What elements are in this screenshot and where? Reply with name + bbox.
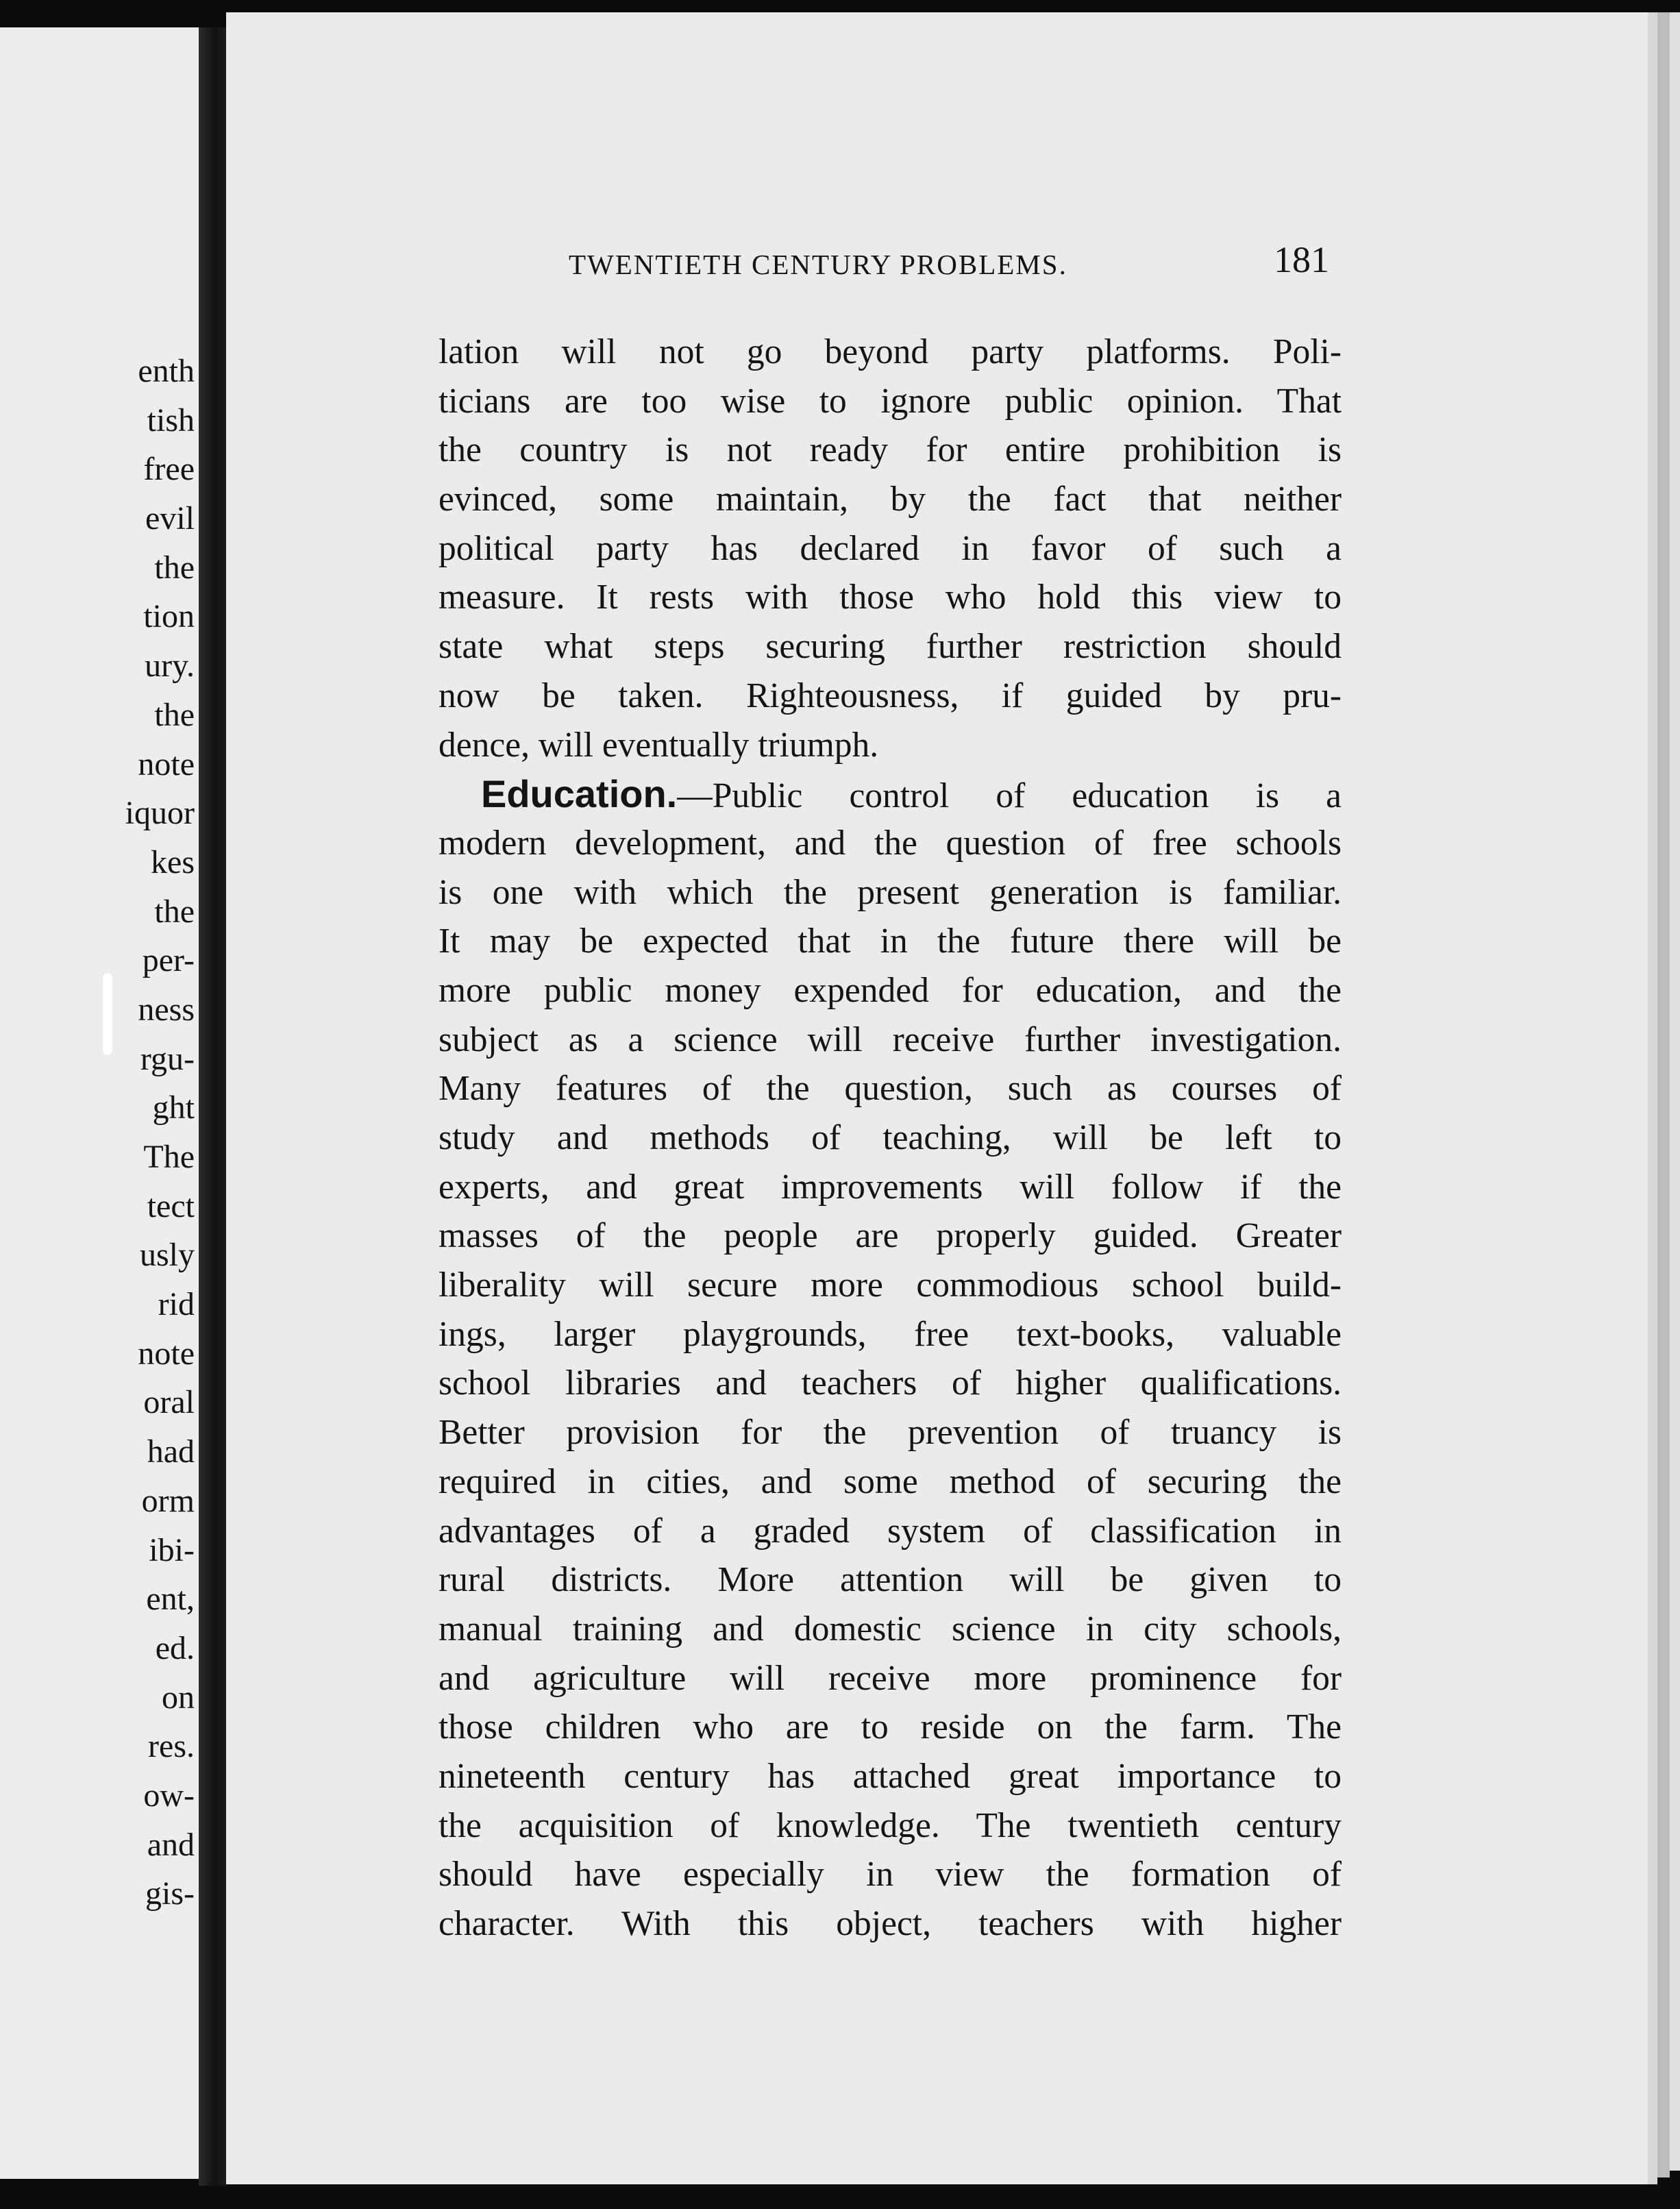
previous-page-line: oral [143,1384,195,1421]
previous-page-line: the [154,893,195,930]
previous-page-line: tish [147,402,195,439]
running-head [569,238,1329,286]
text-line: those children who are to reside on the farm. The [438,1707,1342,1747]
previous-page-line: had [147,1433,195,1470]
paragraph-education [438,819,1342,1949]
text-line: masses of the people are properly guided. Greater [438,1216,1342,1256]
text-line: measure. It rests with those who hold this view to [438,578,1342,617]
page-edge [1657,12,1670,2177]
body-text [438,328,1342,1949]
text-line: Better provision for the prevention of truancy is [438,1413,1342,1453]
heading-line-text: —Public control of education is a [677,776,1342,816]
text-line: experts, and great improvements will follow if the [438,1167,1342,1207]
previous-page-line: usly [139,1237,195,1274]
text-line: ings, larger playgrounds, free text-books, valuable [438,1314,1342,1354]
previous-page-line: enth [138,353,195,389]
previous-page-line-ends [125,347,195,1918]
previous-page-line: ibi- [149,1531,195,1568]
text-line: ticians are too wise to ignore public opinion. That [438,381,1342,421]
section-heading: Education. [481,772,678,816]
previous-page-line: rid [158,1286,195,1323]
previous-page-line: ent, [146,1581,195,1618]
book-gutter [199,27,226,2186]
previous-page-line: rgu- [140,1040,195,1077]
text-line: school libraries and teachers of higher qualifications. [438,1363,1342,1403]
text-line: the acquisition of knowledge. The twentieth century [438,1805,1342,1845]
previous-page-line: gis- [145,1875,195,1912]
previous-page-line: note [138,745,195,782]
previous-page-line: per- [142,942,195,979]
previous-page-line: and [147,1826,195,1863]
previous-page-line: ght [152,1089,195,1126]
text-line: study and methods of teaching, will be left to [438,1118,1342,1157]
previous-page-line: the [154,549,195,586]
text-line: rural districts. More attention will be given to [438,1560,1342,1600]
text-line: evinced, some maintain, by the fact that neither [438,480,1342,519]
previous-page-line: free [143,451,195,488]
text-line: It may be expected that in the future there will be [438,922,1342,961]
text-line: more public money expended for education, and the [438,970,1342,1010]
previous-page-line: the [154,696,195,733]
text-line: character. With this object, teachers with higher [438,1904,1342,1943]
previous-page-line: res. [148,1728,195,1765]
previous-page-line: tion [143,598,195,635]
text-line: state what steps securing further restriction should [438,627,1342,667]
page-edge [1670,12,1680,2171]
previous-page-line: ury. [145,647,195,684]
text-line: and agriculture will receive more prominence for [438,1658,1342,1698]
previous-page-line: The [143,1139,195,1175]
text-line: nineteenth century has attached great importance to [438,1756,1342,1796]
previous-page-line: orm [141,1482,195,1519]
previous-page-line: ness [138,991,195,1028]
text-line: political party has declared in favor of such a [438,528,1342,568]
page-edge [1648,12,1657,2184]
previous-page-line: iquor [125,795,195,832]
education-heading-line [438,769,1342,819]
page-number: 181 [1274,239,1329,280]
text-line: liberality will secure more commodious school build- [438,1266,1342,1305]
text-line: the country is not ready for entire prohibition is [438,430,1342,470]
previous-page-line: on [162,1679,195,1716]
running-title: TWENTIETH CENTURY PROBLEMS. [569,249,1067,280]
paragraph-prohibition [438,328,1342,721]
previous-page-line: ed. [155,1629,195,1666]
text-line: should have especially in view the formation of [438,1855,1342,1895]
text-line: is one with which the present generation is familiar. [438,872,1342,912]
previous-page-line: tect [147,1187,195,1224]
text-line: manual training and domestic science in city schools, [438,1609,1342,1649]
text-line: now be taken. Righteousness, if guided by pru- [438,676,1342,715]
paragraph-end-line: dence, will eventually triumph. [438,725,879,765]
text-line: modern development, and the question of free schools [438,823,1342,863]
previous-page-fragment [0,27,200,2179]
text-line: subject as a science will receive further investigation. [438,1020,1342,1059]
scan-blemish [103,973,112,1055]
previous-page-line: note [138,1335,195,1372]
text-line: required in cities, and some method of securing the [438,1461,1342,1501]
previous-page-line: ow- [143,1777,195,1814]
previous-page-line: evil [145,500,195,537]
text-line: advantages of a graded system of classification in [438,1511,1342,1551]
text-line: Many features of the question, such as courses of [438,1069,1342,1109]
text-line: lation will not go beyond party platforms. Poli- [438,332,1342,371]
previous-page-line: kes [151,843,195,880]
